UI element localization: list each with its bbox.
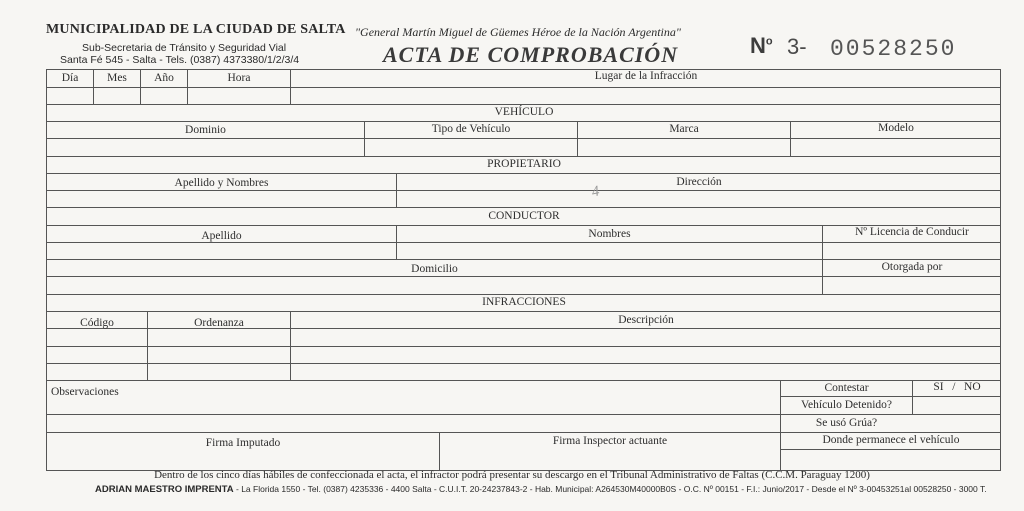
label-firma-inspector: Firma Inspector actuante bbox=[552, 435, 668, 447]
label-vehiculo-detenido: Vehículo Detenido? bbox=[800, 399, 892, 411]
address-text: Santa Fé 545 - Salta - Tels. (0387) 4373380/1/2/3/4 bbox=[60, 54, 300, 66]
section-infracciones: INFRACCIONES bbox=[482, 296, 566, 308]
label-contestar: Contestar bbox=[824, 382, 869, 394]
label-otorgada: Otorgada por bbox=[881, 261, 943, 273]
printer-name: ADRIAN MAESTRO IMPRENTA bbox=[95, 484, 234, 495]
label-ordenanza: Ordenanza bbox=[194, 317, 244, 329]
label-apellido-nombres: Apellido y Nombres bbox=[174, 177, 269, 189]
label-hora: Hora bbox=[227, 72, 251, 84]
label-descripcion: Descripción bbox=[618, 314, 674, 326]
label-dominio: Dominio bbox=[185, 124, 226, 136]
label-donde-permanece: Donde permanece el vehículo bbox=[822, 434, 960, 446]
series-label: 3- bbox=[787, 34, 807, 59]
label-dia: Día bbox=[61, 72, 79, 84]
section-conductor: CONDUCTOR bbox=[488, 210, 560, 222]
label-modelo: Modelo bbox=[878, 122, 914, 134]
number-label: $N^o$ bbox=[750, 33, 773, 58]
label-si-no: SI / NO bbox=[933, 381, 981, 393]
printer-details: - La Florida 1550 - Tel. (0387) 4235336 - 4400 Salta - C.U.I.T. 20-24237843-2 - Hab. Municipal: A264530M40000B0S - O.C. Nº 00151 - F.I.: Junio/2017 - Desde el Nº 3-00453251al 00528250 - 3000 T. bbox=[233, 484, 987, 494]
footer-printer bbox=[95, 484, 987, 495]
label-firma-imputado: Firma Imputado bbox=[205, 437, 281, 449]
motto-text: "General Martín Miguel de Güemes Héroe de la Nación Argentina" bbox=[355, 25, 681, 39]
label-direccion: Dirección bbox=[676, 176, 722, 188]
label-codigo: Código bbox=[80, 317, 114, 329]
label-licencia: Nº Licencia de Conducir bbox=[855, 226, 969, 238]
label-grua: Se usó Grúa? bbox=[815, 417, 878, 429]
label-mes: Mes bbox=[107, 72, 127, 84]
handwritten-mark: 4 bbox=[590, 183, 601, 201]
section-vehiculo: VEHÍCULO bbox=[494, 106, 554, 118]
label-marca: Marca bbox=[669, 123, 699, 135]
subsecretaria-text: Sub-Secretaria de Tránsito y Seguridad Vial bbox=[82, 42, 287, 54]
section-propietario: PROPIETARIO bbox=[487, 158, 561, 170]
label-nombres: Nombres bbox=[588, 228, 631, 240]
label-anio: Año bbox=[154, 72, 174, 84]
municipality-title: MUNICIPALIDAD DE LA CIUDAD DE SALTA bbox=[46, 22, 346, 37]
label-tipo-vehiculo: Tipo de Vehículo bbox=[431, 123, 511, 135]
label-apellido: Apellido bbox=[201, 230, 242, 242]
footer-notice: Dentro de los cinco días hábiles de confeccionada el acta, el infractor podrá presentar su descargo en el Tribunal Administrativo de Faltas (C.C.M. Paraguay 1200) bbox=[154, 469, 870, 481]
form-number: 00528250 bbox=[830, 36, 957, 62]
form-title: ACTA DE COMPROBACIÓN bbox=[383, 42, 679, 67]
label-lugar: Lugar de la Infracción bbox=[594, 70, 698, 82]
label-domicilio: Domicilio bbox=[411, 263, 458, 275]
label-observaciones: Observaciones bbox=[51, 386, 119, 398]
